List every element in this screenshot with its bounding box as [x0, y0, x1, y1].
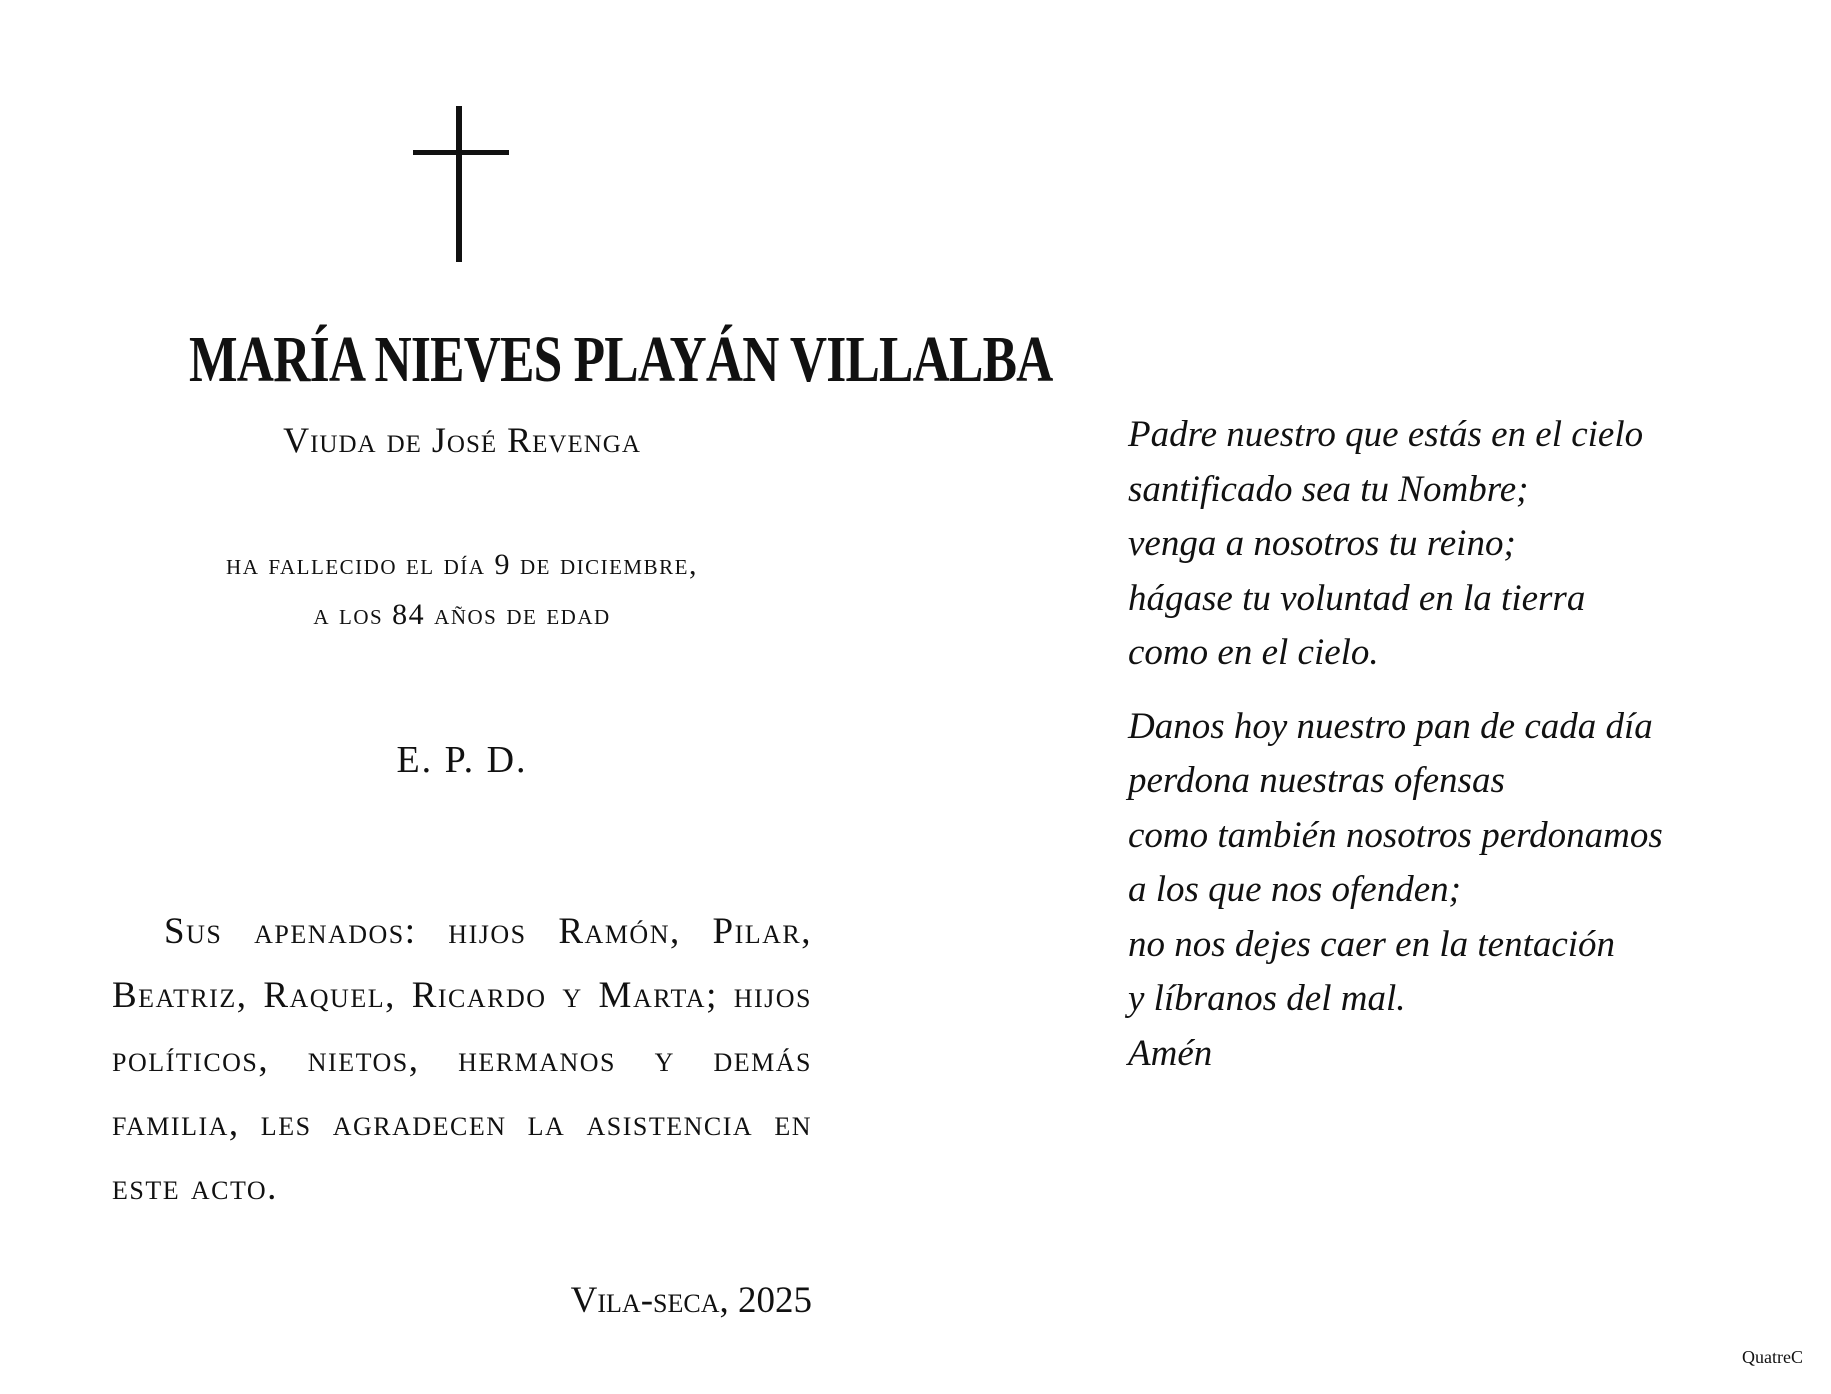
widow-of-line: Viuda de José Revenga: [283, 420, 641, 460]
prayer-stanza-1: [1128, 408, 1788, 681]
cross-icon: [413, 106, 509, 262]
family-text: Sus apenados: hijos Ramón, Pilar, Beatriz, Raquel, Ricardo y Marta; hijos políticos, nietos, hermanos y demás familia, les agradecen la asistencia en este acto.: [112, 911, 812, 1208]
prayer-line: Danos hoy nuestro pan de cada día: [1128, 705, 1653, 747]
cross-horizontal-bar: [413, 150, 509, 155]
prayer-line: a los que nos ofenden;: [1128, 869, 1461, 910]
prayer-line: venga a nosotros tu reino;: [1128, 523, 1516, 564]
prayer-line: santificado sea tu Nombre;: [1128, 468, 1529, 510]
prayer-stanza-2: [1128, 700, 1788, 1082]
prayer-line: perdona nuestras ofensas: [1128, 760, 1505, 801]
prayer-line: Padre nuestro que estás en el cielo: [1128, 414, 1644, 455]
death-line-2: a los 84 años de edad: [313, 598, 611, 631]
prayer-line: no nos dejes caer en la tentación: [1128, 923, 1616, 965]
prayer-line: como también nosotros perdonamos: [1128, 814, 1663, 856]
death-line-1: ha fallecido el día 9 de diciembre,: [226, 548, 698, 581]
cross-vertical-bar: [456, 106, 462, 262]
lords-prayer: [1128, 408, 1788, 1100]
deceased-name: MARÍA NIEVES PLAYÁN VILLALBA: [189, 323, 1053, 396]
epd-initials: E. P. D.: [396, 739, 528, 781]
family-acknowledgement: [112, 900, 812, 1220]
prayer-line: como en el cielo.: [1128, 632, 1379, 673]
prayer-line: y líbranos del mal.: [1128, 978, 1406, 1019]
prayer-line: hágase tu voluntad en la tierra: [1128, 577, 1586, 619]
death-notice: [112, 540, 812, 640]
printer-credit: QuatreC: [1742, 1347, 1803, 1367]
place-and-year: Vila-seca, 2025: [570, 1280, 812, 1321]
prayer-line: Amén: [1128, 1032, 1213, 1074]
